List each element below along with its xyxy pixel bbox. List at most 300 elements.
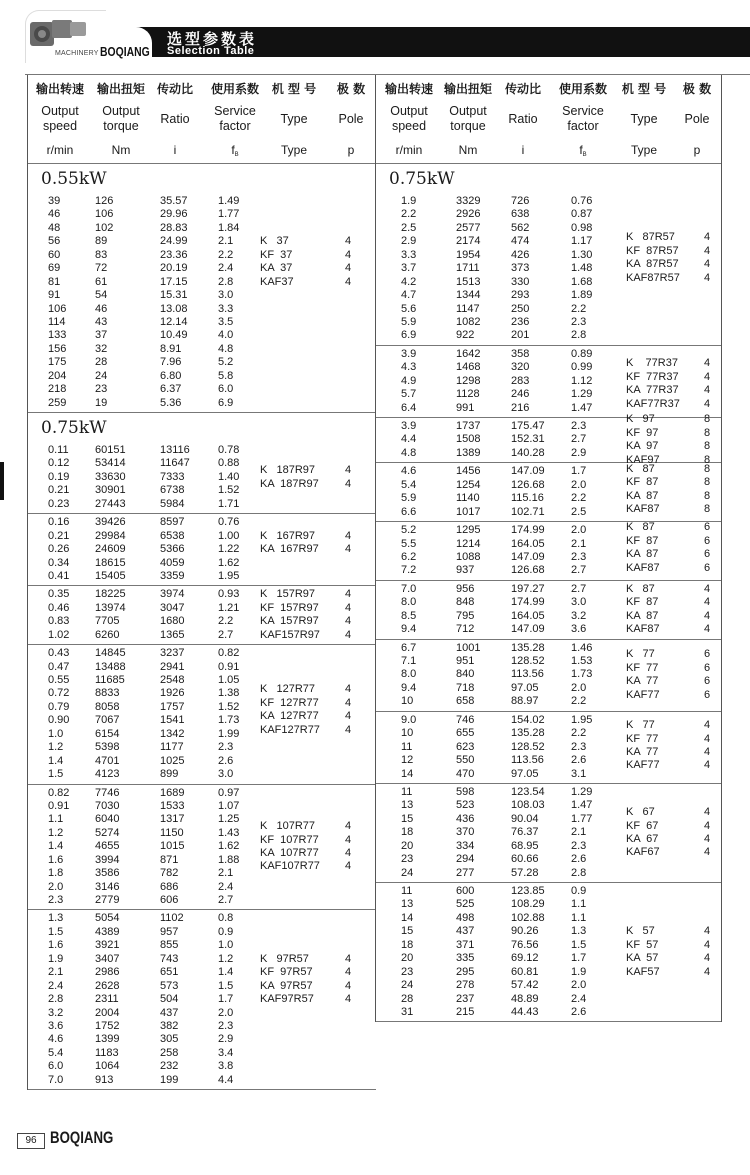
column-header-cn-4: 机 型 号 bbox=[271, 82, 317, 96]
ratio-cell: 126.68 bbox=[511, 564, 545, 577]
ratio-cell: 573 bbox=[160, 979, 179, 992]
type-code: K 87 bbox=[626, 462, 655, 475]
pole-count: 4 bbox=[345, 248, 352, 261]
service-factor-cell: 1.21 bbox=[218, 601, 240, 614]
output-speed-cell: 0.21 bbox=[48, 484, 70, 497]
column-header-units-0: r/min bbox=[395, 143, 423, 157]
ratio-cell: 246 bbox=[511, 388, 530, 401]
output-speed-cell: 0.79 bbox=[48, 700, 70, 713]
service-factor-cell: 1.84 bbox=[218, 221, 240, 234]
output-speed-cell: 5.5 bbox=[401, 537, 417, 550]
pole-count: 4 bbox=[704, 719, 711, 732]
output-torque-cell: 215 bbox=[456, 1005, 475, 1018]
pole-count: 4 bbox=[704, 582, 711, 595]
type-entry bbox=[626, 535, 714, 548]
ratio-cell: 305 bbox=[160, 1033, 179, 1046]
type-code: KF 87 bbox=[626, 534, 659, 547]
ratio-cell: 236 bbox=[511, 315, 530, 328]
output-speed-cell: 12 bbox=[401, 754, 414, 767]
type-code: KA 87 bbox=[626, 609, 659, 622]
output-torque-cell: 658 bbox=[456, 695, 475, 708]
type-entry bbox=[626, 427, 714, 440]
model-types bbox=[260, 235, 355, 289]
output-speed-cell: 2.4 bbox=[48, 979, 64, 992]
table-row bbox=[376, 208, 721, 221]
type-code: K 77 bbox=[626, 719, 655, 732]
column-header-en-4: Type bbox=[280, 111, 308, 126]
table-row bbox=[376, 1006, 721, 1019]
table-row bbox=[28, 1033, 376, 1046]
type-entry bbox=[626, 231, 714, 244]
table-row bbox=[28, 800, 376, 813]
output-torque-cell: 1752 bbox=[95, 1019, 120, 1032]
ratio-cell: 147.09 bbox=[511, 623, 545, 636]
output-torque-cell: 5054 bbox=[95, 912, 120, 925]
output-torque-cell: 1254 bbox=[456, 478, 481, 491]
service-factor-cell: 6.0 bbox=[218, 383, 234, 396]
column-header-en-0: Output speed bbox=[390, 104, 428, 133]
output-torque-cell: 2174 bbox=[456, 235, 481, 248]
type-code: KA 77R37 bbox=[626, 384, 679, 397]
service-factor-cell: 4.8 bbox=[218, 342, 234, 355]
service-factor-cell: 5.8 bbox=[218, 369, 234, 382]
type-code: KF 77 bbox=[626, 732, 659, 745]
output-torque-cell: 14845 bbox=[95, 647, 126, 660]
type-code: KF 157R97 bbox=[260, 601, 319, 614]
service-factor-cell: 1.7 bbox=[571, 952, 587, 965]
ratio-cell: 97.05 bbox=[511, 767, 539, 780]
model-types bbox=[626, 231, 714, 285]
table-row bbox=[376, 303, 721, 316]
output-torque-cell: 436 bbox=[456, 812, 475, 825]
output-torque-cell: 106 bbox=[95, 208, 114, 221]
output-torque-cell: 6260 bbox=[95, 628, 120, 641]
model-types bbox=[260, 588, 355, 642]
type-code: KA 77 bbox=[626, 746, 659, 758]
service-factor-cell: 1.49 bbox=[218, 195, 240, 207]
table-row bbox=[28, 661, 376, 674]
type-code: KA 87R57 bbox=[626, 258, 679, 271]
pole-count: 4 bbox=[704, 596, 711, 609]
service-factor-cell: 1.7 bbox=[571, 465, 587, 478]
output-torque-cell: 1513 bbox=[456, 275, 481, 288]
ratio-cell: 102.71 bbox=[511, 505, 545, 518]
ratio-cell: 3974 bbox=[160, 588, 185, 601]
type-entry bbox=[626, 521, 714, 534]
service-factor-cell: 1.47 bbox=[571, 799, 593, 812]
column-header-cn-3: 使用系数 bbox=[210, 82, 259, 96]
ratio-cell: 128.52 bbox=[511, 740, 545, 753]
output-torque-cell: 1389 bbox=[456, 446, 481, 459]
service-factor-cell: 1.5 bbox=[218, 979, 234, 992]
output-speed-cell: 0.26 bbox=[48, 543, 70, 556]
type-entry bbox=[626, 662, 714, 675]
output-torque-cell: 2004 bbox=[95, 1006, 120, 1019]
output-speed-cell: 1.0 bbox=[48, 727, 64, 740]
output-torque-cell: 335 bbox=[456, 952, 475, 965]
output-speed-cell: 204 bbox=[48, 369, 67, 382]
type-code: KA 67 bbox=[626, 832, 659, 845]
type-code: KAF67 bbox=[626, 846, 660, 859]
output-speed-cell: 46 bbox=[48, 208, 61, 221]
ratio-cell: 44.43 bbox=[511, 1005, 539, 1018]
output-torque-cell: 848 bbox=[456, 596, 475, 609]
table-row bbox=[376, 195, 721, 208]
type-entry bbox=[626, 733, 714, 746]
type-entry bbox=[260, 993, 355, 1006]
pole-count: 4 bbox=[345, 683, 352, 696]
output-speed-cell: 5.4 bbox=[48, 1046, 64, 1059]
table-row bbox=[28, 1007, 376, 1020]
output-torque-cell: 18225 bbox=[95, 588, 126, 601]
service-factor-cell: 2.9 bbox=[571, 446, 587, 459]
output-speed-cell: 1.9 bbox=[48, 952, 64, 965]
output-torque-cell: 913 bbox=[95, 1073, 114, 1086]
pole-count: 8 bbox=[704, 453, 711, 466]
ratio-cell: 4059 bbox=[160, 556, 185, 569]
type-code: KAF77 bbox=[626, 688, 660, 701]
type-entry bbox=[626, 583, 714, 596]
ratio-cell: 6738 bbox=[160, 484, 185, 497]
output-speed-cell: 133 bbox=[48, 329, 67, 342]
table-row bbox=[28, 787, 376, 800]
ratio-cell: 115.16 bbox=[511, 492, 544, 505]
service-factor-cell: 2.4 bbox=[218, 262, 234, 275]
output-torque-cell: 29984 bbox=[95, 529, 126, 542]
service-factor-cell: 0.87 bbox=[571, 208, 593, 221]
pole-count: 4 bbox=[704, 357, 711, 370]
column-header-cn-1: 输出扭矩 bbox=[96, 82, 145, 96]
ratio-cell: 474 bbox=[511, 235, 530, 248]
output-speed-cell: 2.2 bbox=[401, 208, 417, 221]
ratio-cell: 1317 bbox=[160, 813, 185, 826]
model-group bbox=[28, 645, 376, 784]
pole-count: 6 bbox=[704, 561, 711, 574]
power-rating-heading: 0.75kW bbox=[389, 169, 455, 189]
service-factor-cell: 3.6 bbox=[571, 623, 587, 636]
service-factor-cell: 3.5 bbox=[218, 315, 234, 328]
output-speed-cell: 24 bbox=[401, 979, 414, 992]
service-factor-cell: 3.1 bbox=[571, 767, 587, 780]
ratio-cell: 437 bbox=[160, 1006, 179, 1019]
type-entry bbox=[626, 820, 714, 833]
output-torque-cell: 23 bbox=[95, 383, 108, 396]
column-header-cn-5: 极 数 bbox=[682, 82, 712, 96]
output-speed-cell: 56 bbox=[48, 235, 61, 248]
power-section bbox=[376, 164, 721, 1022]
output-torque-cell: 937 bbox=[456, 564, 475, 577]
model-group bbox=[376, 413, 721, 466]
column-header-units-4: Type bbox=[280, 143, 307, 157]
service-factor-cell: 2.2 bbox=[571, 302, 587, 315]
type-code: K 87 bbox=[626, 521, 655, 534]
output-speed-cell: 1.2 bbox=[48, 826, 64, 839]
type-code: KAF87R57 bbox=[626, 271, 680, 284]
output-torque-cell: 2577 bbox=[456, 221, 481, 234]
type-code: K 157R97 bbox=[260, 588, 316, 601]
page-edge-marker bbox=[0, 462, 4, 500]
ratio-cell: 1541 bbox=[160, 714, 185, 727]
type-entry bbox=[260, 249, 355, 262]
ratio-cell: 638 bbox=[511, 208, 530, 221]
ratio-cell: 6.80 bbox=[160, 369, 182, 382]
service-factor-cell: 1.47 bbox=[571, 401, 593, 414]
ratio-cell: 152.31 bbox=[511, 433, 545, 446]
type-entry bbox=[626, 357, 714, 370]
power-rating-heading: 0.55kW bbox=[41, 169, 107, 189]
type-code: KF 67 bbox=[626, 819, 659, 832]
ratio-cell: 1150 bbox=[160, 826, 184, 839]
column-header bbox=[376, 75, 721, 164]
ratio-cell: 20.19 bbox=[160, 262, 188, 275]
service-factor-cell: 0.98 bbox=[571, 221, 593, 234]
type-code: KF 87R57 bbox=[626, 244, 679, 257]
table-row bbox=[28, 329, 376, 342]
output-speed-cell: 9.4 bbox=[401, 681, 417, 694]
pole-count: 8 bbox=[704, 476, 711, 489]
title-cn: 选型参数表 bbox=[167, 30, 258, 48]
service-factor-cell: 0.97 bbox=[218, 786, 240, 799]
ratio-cell: 283 bbox=[511, 374, 530, 387]
table-row bbox=[28, 1047, 376, 1060]
ratio-cell: 60.81 bbox=[511, 965, 539, 978]
pole-count: 4 bbox=[345, 860, 352, 873]
output-torque-cell: 3407 bbox=[95, 952, 120, 965]
ratio-cell: 123.85 bbox=[511, 885, 545, 897]
service-factor-cell: 3.0 bbox=[218, 768, 234, 781]
ratio-cell: 164.05 bbox=[511, 609, 545, 622]
service-factor-cell: 1.99 bbox=[218, 727, 240, 740]
output-speed-cell: 0.83 bbox=[48, 615, 70, 628]
ratio-cell: 102.88 bbox=[511, 911, 545, 924]
output-torque-cell: 1082 bbox=[456, 315, 481, 328]
output-speed-cell: 15 bbox=[401, 812, 414, 825]
output-torque-cell: 2311 bbox=[95, 993, 119, 1006]
ratio-cell: 899 bbox=[160, 768, 179, 781]
ratio-cell: 1689 bbox=[160, 786, 185, 799]
output-speed-cell: 2.0 bbox=[48, 880, 64, 893]
service-factor-cell: 1.25 bbox=[218, 813, 240, 826]
output-torque-cell: 598 bbox=[456, 785, 475, 798]
output-speed-cell: 14 bbox=[401, 911, 414, 924]
type-code: KA 127R77 bbox=[260, 710, 319, 723]
service-factor-cell: 1.30 bbox=[571, 248, 593, 261]
pole-count: 4 bbox=[704, 623, 711, 636]
pole-count: 4 bbox=[345, 966, 352, 979]
type-entry bbox=[260, 953, 355, 966]
output-speed-cell: 11 bbox=[401, 885, 413, 897]
output-speed-cell: 1.1 bbox=[48, 813, 64, 826]
output-speed-cell: 39 bbox=[48, 195, 61, 207]
output-speed-cell: 28 bbox=[401, 992, 414, 1005]
output-speed-cell: 24 bbox=[401, 866, 414, 879]
service-factor-cell: 2.1 bbox=[571, 537, 587, 550]
ratio-cell: 330 bbox=[511, 275, 530, 288]
type-code: KA 37 bbox=[260, 262, 293, 275]
pole-count: 4 bbox=[704, 244, 711, 257]
output-speed-cell: 3.2 bbox=[48, 1006, 64, 1019]
output-speed-cell: 4.4 bbox=[401, 433, 417, 446]
service-factor-cell: 2.3 bbox=[218, 741, 234, 754]
service-factor-cell: 2.8 bbox=[571, 866, 587, 879]
output-speed-cell: 23 bbox=[401, 965, 414, 978]
service-factor-cell: 0.8 bbox=[218, 912, 234, 925]
output-torque-cell: 1711 bbox=[456, 262, 480, 275]
output-torque-cell: 334 bbox=[456, 839, 475, 852]
ratio-cell: 606 bbox=[160, 894, 179, 906]
output-torque-cell: 1140 bbox=[456, 492, 480, 505]
model-group bbox=[376, 463, 721, 522]
type-code: KF 97R57 bbox=[260, 966, 313, 979]
output-speed-cell: 4.8 bbox=[401, 446, 417, 459]
ratio-cell: 250 bbox=[511, 302, 530, 315]
model-group bbox=[28, 193, 376, 412]
type-entry bbox=[626, 759, 714, 772]
type-code: KAF87 bbox=[626, 623, 660, 636]
type-entry bbox=[626, 490, 714, 503]
ratio-cell: 175.47 bbox=[511, 420, 545, 432]
output-torque-cell: 2779 bbox=[95, 894, 120, 906]
output-torque-cell: 371 bbox=[456, 938, 475, 951]
output-speed-cell: 14 bbox=[401, 767, 414, 780]
service-factor-cell: 2.6 bbox=[571, 1005, 587, 1018]
table-row bbox=[28, 383, 376, 396]
type-entry bbox=[626, 440, 714, 453]
ratio-cell: 358 bbox=[511, 347, 530, 360]
output-speed-cell: 6.2 bbox=[401, 550, 417, 563]
pole-count: 4 bbox=[704, 231, 711, 244]
type-entry bbox=[626, 258, 714, 271]
type-code: KF 87 bbox=[626, 476, 659, 489]
model-types bbox=[626, 413, 714, 467]
column-header-en-2: Ratio bbox=[508, 111, 538, 126]
table-row bbox=[28, 356, 376, 369]
type-code: KA 87 bbox=[626, 489, 659, 502]
column-header-en-3: Service factor bbox=[562, 104, 604, 133]
type-entry bbox=[626, 371, 714, 384]
service-factor-cell: 2.3 bbox=[571, 420, 587, 432]
ratio-cell: 199 bbox=[160, 1073, 179, 1086]
pole-count: 4 bbox=[704, 846, 711, 859]
pole-count: 4 bbox=[704, 370, 711, 383]
service-factor-cell: 2.4 bbox=[218, 880, 234, 893]
output-torque-cell: 746 bbox=[456, 713, 475, 726]
output-torque-cell: 2926 bbox=[456, 208, 481, 221]
type-code: KAF87 bbox=[626, 502, 660, 515]
table-row bbox=[28, 222, 376, 235]
output-speed-cell: 81 bbox=[48, 275, 61, 288]
output-speed-cell: 0.12 bbox=[48, 457, 70, 470]
output-speed-cell: 5.4 bbox=[401, 478, 417, 491]
model-types bbox=[626, 925, 714, 979]
service-factor-cell: 2.7 bbox=[571, 564, 587, 577]
ratio-cell: 76.37 bbox=[511, 826, 539, 839]
ratio-cell: 7.96 bbox=[160, 356, 182, 369]
table-row bbox=[376, 912, 721, 925]
model-group bbox=[376, 581, 721, 640]
table-row bbox=[376, 316, 721, 329]
ratio-cell: 504 bbox=[160, 993, 179, 1006]
service-factor-cell: 2.2 bbox=[218, 615, 234, 628]
model-group bbox=[376, 640, 721, 712]
pole-count: 8 bbox=[704, 489, 711, 502]
pole-count: 6 bbox=[704, 661, 711, 674]
output-torque-cell: 1508 bbox=[456, 433, 481, 446]
output-speed-cell: 175 bbox=[48, 356, 67, 369]
pole-count: 6 bbox=[704, 688, 711, 701]
service-factor-cell: 2.0 bbox=[218, 1006, 234, 1019]
output-speed-cell: 5.9 bbox=[401, 492, 417, 505]
output-torque-cell: 525 bbox=[456, 898, 475, 911]
type-entry bbox=[260, 602, 355, 615]
output-speed-cell: 259 bbox=[48, 396, 67, 409]
service-factor-cell: 2.8 bbox=[218, 275, 234, 288]
service-factor-cell: 2.3 bbox=[218, 1019, 234, 1032]
table-row bbox=[28, 741, 376, 754]
output-torque-cell: 1017 bbox=[456, 505, 481, 518]
pole-count: 4 bbox=[704, 759, 711, 772]
service-factor-cell: 1.95 bbox=[218, 569, 240, 582]
type-entry bbox=[626, 610, 714, 623]
output-speed-cell: 0.72 bbox=[48, 687, 70, 700]
table-row bbox=[28, 1074, 376, 1087]
service-factor-cell: 2.2 bbox=[571, 492, 587, 505]
output-torque-cell: 11685 bbox=[95, 674, 125, 686]
service-factor-cell: 1.00 bbox=[218, 529, 240, 542]
pole-count: 4 bbox=[704, 952, 711, 965]
output-torque-cell: 956 bbox=[456, 582, 475, 595]
type-entry bbox=[260, 710, 355, 723]
column-header-units-1: Nm bbox=[458, 143, 478, 157]
pole-count: 4 bbox=[345, 543, 352, 556]
output-speed-cell: 31 bbox=[401, 1005, 414, 1018]
output-torque-cell: 7705 bbox=[95, 615, 120, 628]
pole-count: 4 bbox=[704, 832, 711, 845]
type-code: K 97R57 bbox=[260, 952, 309, 965]
output-speed-cell: 10 bbox=[401, 727, 414, 740]
ratio-cell: 197.27 bbox=[511, 582, 545, 595]
ratio-cell: 3359 bbox=[160, 569, 185, 582]
output-speed-cell: 6.4 bbox=[401, 401, 417, 414]
service-factor-cell: 1.71 bbox=[218, 497, 240, 510]
output-speed-cell: 23 bbox=[401, 853, 414, 866]
page-number: 96 bbox=[17, 1133, 45, 1149]
ratio-cell: 13.08 bbox=[160, 302, 188, 315]
service-factor-cell: 1.1 bbox=[571, 898, 587, 911]
output-torque-cell: 1737 bbox=[456, 420, 481, 432]
ratio-cell: 28.83 bbox=[160, 221, 188, 234]
model-group bbox=[376, 883, 721, 1021]
output-torque-cell: 7746 bbox=[95, 786, 120, 799]
ratio-cell: 743 bbox=[160, 952, 179, 965]
ratio-cell: 258 bbox=[160, 1046, 179, 1059]
type-code: K 67 bbox=[626, 806, 655, 819]
output-torque-cell: 623 bbox=[456, 740, 475, 753]
table-row bbox=[28, 926, 376, 939]
ratio-cell: 113.56 bbox=[511, 668, 544, 681]
output-speed-cell: 2.8 bbox=[48, 993, 64, 1006]
type-code: K 167R97 bbox=[260, 529, 316, 542]
ratio-cell: 164.05 bbox=[511, 537, 545, 550]
service-factor-cell: 1.62 bbox=[218, 556, 240, 569]
service-factor-cell: 1.17 bbox=[571, 235, 593, 248]
service-factor-cell: 2.7 bbox=[571, 433, 587, 446]
type-entry bbox=[626, 952, 714, 965]
service-factor-cell: 2.3 bbox=[571, 550, 587, 563]
output-speed-cell: 60 bbox=[48, 248, 61, 261]
type-code: KA 97R57 bbox=[260, 979, 313, 992]
type-entry bbox=[260, 615, 355, 628]
